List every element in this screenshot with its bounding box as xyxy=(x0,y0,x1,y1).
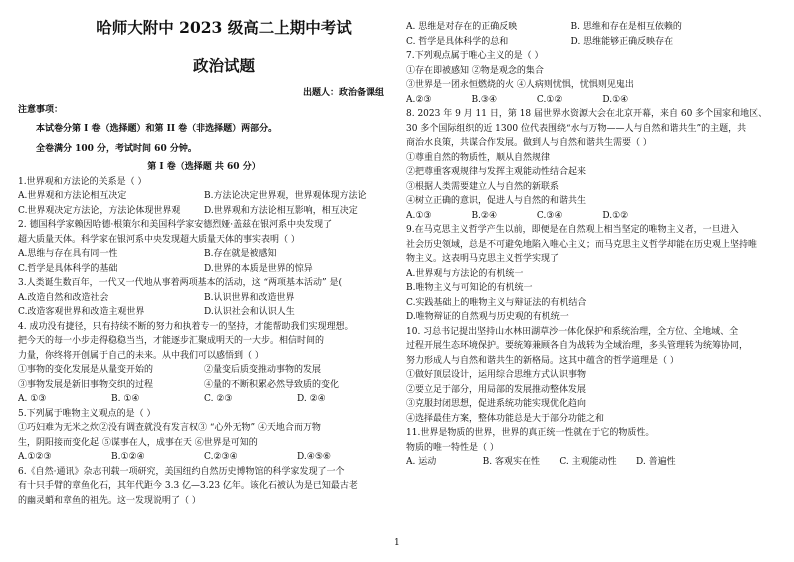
question-stem: ②把尊重客观规律与发挥主观能动性结合起来 xyxy=(406,167,587,177)
option[interactable]: D. 思维能够正确反映存在 xyxy=(570,36,674,47)
question-stem: 的幽灵蛸和章鱼的祖先。这一发现说明了（ ） xyxy=(18,495,201,506)
question-stem: 11.世界是物质的世界，世界的真正统一性就在于它的物质性。 xyxy=(406,428,655,438)
option[interactable]: C. 主观能动性 xyxy=(559,457,617,467)
option-row xyxy=(406,209,668,224)
option[interactable]: C.③④ xyxy=(536,210,563,221)
option[interactable]: ①事物的变化发展是从量变开始的 xyxy=(18,365,154,375)
option[interactable]: ②量变后质变推动事物的发展 xyxy=(204,365,322,375)
question-3 xyxy=(18,276,390,320)
notice-heading: 注意事项： xyxy=(18,104,64,115)
option[interactable]: A. ①③ xyxy=(18,394,47,404)
option[interactable]: D. ②④ xyxy=(297,394,326,404)
option[interactable]: A.世界观和方法论相互决定 xyxy=(18,191,127,201)
option[interactable]: A. 思维是对存在的正确反映 xyxy=(406,22,518,32)
question-stem: 9.在马克思主义哲学产生以前，即便是在自然观上相当坚定的唯物主义者，一旦进入 xyxy=(406,225,739,235)
option[interactable]: D.唯物辩证的自然观与历史观的有机统一 xyxy=(406,312,569,322)
question-stem: ③根据人类需要建立人与自然的新联系 xyxy=(406,181,560,192)
option[interactable]: B.存在就是被感知 xyxy=(204,249,277,259)
option-row xyxy=(18,262,390,277)
question-4 xyxy=(18,320,390,407)
question-stem: 把今天的每一小步走得稳稳当当，才能逐步汇聚成明天的一大步。相信时间的 xyxy=(18,336,325,346)
option[interactable]: C.①② xyxy=(536,94,563,105)
exam-title: 哈师大附中 2023 级高二上期中考试 xyxy=(96,18,352,37)
option[interactable]: C.哲学是具体科学的基础 xyxy=(18,263,118,274)
question-stem: ①做好顶层设计，运用综合思维方式认识事物 xyxy=(406,370,587,380)
option[interactable]: C. ②③ xyxy=(204,394,233,404)
question-stem: 商治水良策，共谋合作发展。做到人与自然和谐共生需要（ ） xyxy=(406,138,652,148)
option[interactable]: D.①④ xyxy=(602,94,629,105)
option[interactable]: A.①③ xyxy=(406,210,432,221)
question-8 xyxy=(406,107,780,223)
option[interactable]: B.唯物主义与可知论的有机统一 xyxy=(406,283,533,293)
question-stem: 超大质量天体。科学家在银河系中央发现超大质量天体的事实表明（ ） xyxy=(18,234,300,245)
question-stem: ④选择最佳方案，整体功能总是大于部分功能之和 xyxy=(406,413,605,424)
question-stem: 10. 习总书记提出坚持山水林田湖草沙一体化保护和系统治理，全方位、全地域、全 xyxy=(406,326,739,337)
question-7 xyxy=(406,49,780,107)
question-11 xyxy=(406,426,780,470)
option-row xyxy=(18,392,390,407)
option[interactable]: A.世界观与方法论的有机统一 xyxy=(406,268,524,279)
option-row xyxy=(18,363,390,378)
question-stem: ①存在即被感知 ②物是观念的集合 xyxy=(406,65,544,76)
option[interactable]: B. 客观实在性 xyxy=(482,457,540,467)
notice-line: 全卷满分 100 分，考试时间 60 分钟。 xyxy=(36,143,197,154)
question-stem: ②要立足于部分，用局部的发展推动整体发展 xyxy=(406,384,587,395)
option-row xyxy=(18,305,390,320)
option[interactable]: A. 运动 xyxy=(406,457,437,467)
question-9 xyxy=(406,223,780,325)
option[interactable]: B. 思维和存在是相互依赖的 xyxy=(570,22,682,32)
option-row xyxy=(406,35,780,50)
question-10 xyxy=(406,325,780,427)
option[interactable]: A.改造自然和改造社会 xyxy=(18,292,109,303)
option[interactable]: C.实践基础上的唯物主义与辩证法的有机结合 xyxy=(406,297,587,308)
option-row xyxy=(406,20,780,35)
question-stem: 5.下列属于唯物主义观点的是（ ） xyxy=(18,408,156,419)
option-row xyxy=(18,247,390,262)
option[interactable]: B.①②④ xyxy=(111,452,145,462)
option[interactable]: B.方法论决定世界观，世界观体现方法论 xyxy=(204,191,367,201)
question-stem: 4. 成功没有捷径，只有持续不断的努力和执着专一的坚持，才能帮助我们实现理想。 xyxy=(18,321,354,332)
question-stem: 7.下列观点属于唯心主义的是（ ） xyxy=(406,51,544,61)
option[interactable]: D.世界的本质是世界的惊异 xyxy=(204,263,313,274)
question-2 xyxy=(18,218,390,276)
author-line: 出题人：政治备课组 xyxy=(302,88,384,98)
option-row xyxy=(406,455,713,470)
option[interactable]: A.②③ xyxy=(406,94,432,105)
question-1 xyxy=(18,175,390,219)
option[interactable]: C.世界观决定方法论，方法论体现世界观 xyxy=(18,205,181,216)
option[interactable]: A.思维与存在具有同一性 xyxy=(18,249,118,259)
option[interactable]: A.①②③ xyxy=(18,452,52,462)
question-stem: 6.《自然·通讯》杂志刊载一项研究，美国纽约自然历史博物馆的科学家发现了一个 xyxy=(18,466,345,477)
option-row xyxy=(18,378,390,393)
question-stem: 有十只手臂的章鱼化石，其年代距今 3.3 亿—3.23 亿年。该化石被认为是已知最古老 xyxy=(18,481,358,491)
option-row xyxy=(18,189,390,204)
option-row xyxy=(18,204,390,219)
option[interactable]: ③事物发展是新旧事物交织的过程 xyxy=(18,379,154,390)
option[interactable]: D.①② xyxy=(602,210,629,221)
section-title: 第 I 卷（选择题 共 60 分） xyxy=(147,162,261,172)
option[interactable]: B. ①④ xyxy=(111,394,140,404)
option[interactable]: C. 哲学是具体科学的总和 xyxy=(406,36,509,47)
question-stem: 物主义。这表明马克思主义哲学实现了 xyxy=(406,254,560,264)
question-stem: ①尊重自然的物质性，顺从自然规律 xyxy=(406,152,551,163)
option-row xyxy=(406,93,668,108)
question-stem: 力量，你终将开创属于自己的未来。从中我们可以感悟到（ ） xyxy=(18,350,264,361)
option[interactable]: D.世界观和方法论相互影响，相互决定 xyxy=(204,205,358,216)
question-stem: 物质的唯一特性是（ ） xyxy=(406,442,499,453)
question-stem: 过程开展生态环境保护。要统筹兼顾各自为战转为全域治理，多头管理转为统筹协同， xyxy=(406,341,749,351)
notice-line: 本试卷分第 I 卷（选择题）和第 II 卷（非选择题）两部分。 xyxy=(36,124,278,134)
option[interactable]: C.②③④ xyxy=(204,452,238,462)
question-stem: 1.世界观和方法论的关系是（ ） xyxy=(18,176,147,187)
option[interactable]: B.③④ xyxy=(471,94,498,105)
question-6 xyxy=(18,465,390,509)
option[interactable]: C.改造客观世界和改造主观世界 xyxy=(18,307,145,317)
option[interactable]: D. 普遍性 xyxy=(635,457,676,467)
question-stem: 生，阴阳接而变化起 ⑤谋事在人，成事在天 ⑥世界是可知的 xyxy=(18,437,258,448)
question-stem: 2. 德国科学家赖因哈德·根策尔和美国科学家安德烈娅·盖兹在银河系中央发现了 xyxy=(18,220,333,230)
right-column xyxy=(406,0,780,562)
question-stem: ③世界是一团永恒燃烧的火 ④人病则忧惧，忧惧则见鬼出 xyxy=(406,80,634,90)
question-stem: ③克服封闭思想，促进系统功能实现优化趋向 xyxy=(406,399,587,409)
option[interactable]: ④量的不断积累必然导致质的变化 xyxy=(204,379,340,390)
option-row xyxy=(18,450,390,465)
question-stem: 30 多个国际组织的近 1300 位代表围绕“水与万物——人与自然和谐共生”的主题，共 xyxy=(406,123,747,134)
page-number: 1 xyxy=(394,538,400,548)
option[interactable]: D.④⑤⑥ xyxy=(297,452,331,462)
exam-subtitle: 政治试题 xyxy=(192,56,255,75)
question-stem: ④树立正确的意识，促进人与自然的和谐共生 xyxy=(406,196,587,206)
question-6-options xyxy=(406,20,780,49)
left-column xyxy=(18,0,390,562)
option-row xyxy=(18,291,390,306)
option[interactable]: B.②④ xyxy=(471,210,498,221)
question-stem: 3.人类诞生数百年，一代又一代地从事着两项基本的活动，这 “两项基本活动” 是( xyxy=(18,278,343,288)
question-5 xyxy=(18,407,390,465)
option[interactable]: D.认识社会和认识人生 xyxy=(204,307,295,317)
option[interactable]: B.认识世界和改造世界 xyxy=(204,292,295,303)
question-stem: 努力形成人与自然和谐共生的新格局。这其中蕴含的哲学道理是（ ） xyxy=(406,355,679,366)
question-stem: ①巧妇难为无米之炊②没有调查就没有发言权③ “心外无物” ④天地合而万物 xyxy=(18,423,321,433)
question-stem: 8. 2023 年 9 月 11 日，第 18 届世界水资源大会在北京开幕，来自 60 多个国家和地区、 xyxy=(406,109,768,119)
question-stem: 社会历史领域，总是不可避免地陷入唯心主义；而马克思主义哲学却能在历史观上坚持唯 xyxy=(406,239,758,250)
